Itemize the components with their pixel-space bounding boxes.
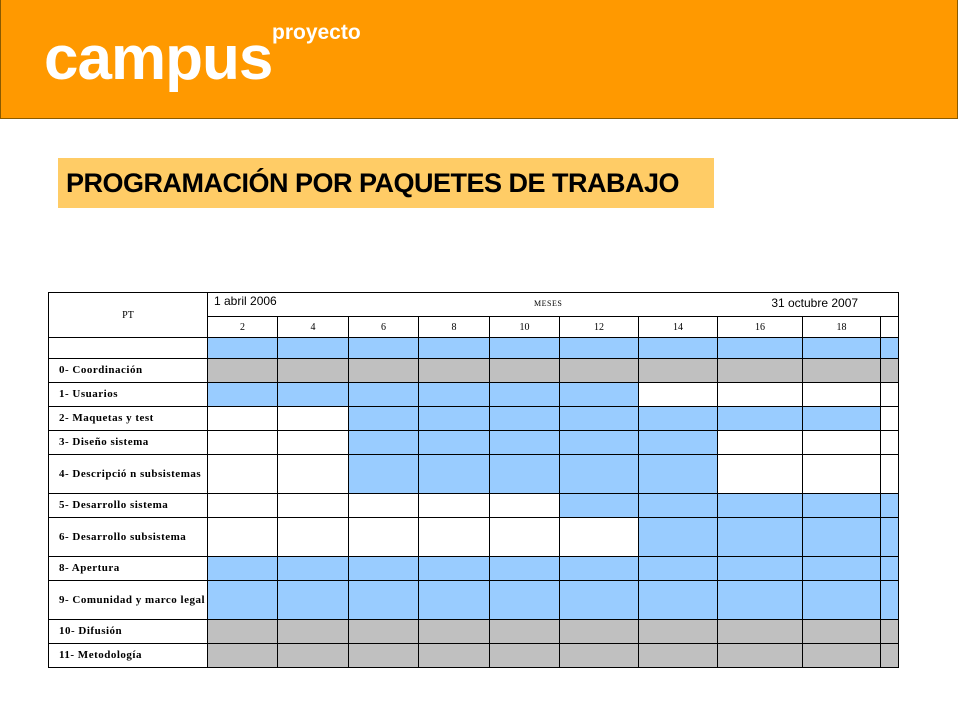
schedule-cell xyxy=(419,581,490,620)
schedule-cell xyxy=(419,644,490,668)
summary-cell xyxy=(278,338,349,359)
schedule-cell xyxy=(349,644,419,668)
month-label: 10 xyxy=(490,317,560,338)
schedule-cell xyxy=(490,407,560,431)
schedule-cell xyxy=(208,383,278,407)
schedule-cell xyxy=(881,494,899,518)
schedule-cell xyxy=(639,494,718,518)
schedule-cell xyxy=(803,518,881,557)
schedule-cell xyxy=(718,455,803,494)
schedule-cell xyxy=(419,557,490,581)
schedule-cell xyxy=(490,494,560,518)
schedule-cell xyxy=(490,383,560,407)
schedule-cell xyxy=(560,644,639,668)
schedule-cell xyxy=(419,359,490,383)
schedule-cell xyxy=(560,518,639,557)
schedule-cell xyxy=(419,407,490,431)
schedule-cell xyxy=(639,518,718,557)
schedule-cell xyxy=(639,557,718,581)
schedule-cell xyxy=(881,431,899,455)
schedule-cell xyxy=(639,581,718,620)
logo-superscript: proyecto xyxy=(272,21,361,44)
schedule-cell xyxy=(490,557,560,581)
schedule-cell xyxy=(718,644,803,668)
work-package-row xyxy=(49,518,899,557)
schedule-cell xyxy=(718,383,803,407)
month-label: 12 xyxy=(560,317,639,338)
summary-cell xyxy=(490,338,560,359)
summary-cell xyxy=(881,338,899,359)
schedule-cell xyxy=(881,407,899,431)
schedule-cell xyxy=(278,620,349,644)
schedule-cell xyxy=(803,383,881,407)
gantt-chart xyxy=(48,292,899,668)
schedule-cell xyxy=(881,620,899,644)
schedule-cell xyxy=(349,620,419,644)
schedule-cell xyxy=(881,644,899,668)
work-package-label: 4- Descripció n subsistemas xyxy=(49,455,208,494)
schedule-cell xyxy=(560,407,639,431)
schedule-cell xyxy=(490,644,560,668)
schedule-cell xyxy=(490,581,560,620)
month-label: 2 xyxy=(208,317,278,338)
summary-cell xyxy=(208,338,278,359)
schedule-cell xyxy=(278,359,349,383)
schedule-cell xyxy=(208,518,278,557)
schedule-cell xyxy=(881,581,899,620)
work-package-row xyxy=(49,620,899,644)
schedule-cell xyxy=(639,644,718,668)
schedule-cell xyxy=(881,383,899,407)
schedule-cell xyxy=(208,455,278,494)
schedule-cell xyxy=(639,431,718,455)
schedule-cell xyxy=(803,359,881,383)
schedule-cell xyxy=(490,455,560,494)
schedule-cell xyxy=(490,518,560,557)
schedule-cell xyxy=(278,494,349,518)
schedule-cell xyxy=(419,455,490,494)
month-label: 6 xyxy=(349,317,419,338)
schedule-cell xyxy=(278,431,349,455)
schedule-cell xyxy=(718,407,803,431)
schedule-cell xyxy=(560,557,639,581)
work-package-row xyxy=(49,557,899,581)
schedule-cell xyxy=(560,359,639,383)
schedule-cell xyxy=(208,359,278,383)
schedule-cell xyxy=(560,620,639,644)
work-package-label: 1- Usuarios xyxy=(49,383,208,407)
schedule-cell xyxy=(560,383,639,407)
schedule-cell xyxy=(718,494,803,518)
month-label: 4 xyxy=(278,317,349,338)
work-package-label: 5- Desarrollo sistema xyxy=(49,494,208,518)
summary-cell xyxy=(560,338,639,359)
work-package-row xyxy=(49,494,899,518)
schedule-cell xyxy=(349,359,419,383)
schedule-cell xyxy=(718,518,803,557)
schedule-cell xyxy=(349,518,419,557)
month-label: 18 xyxy=(803,317,881,338)
schedule-cell xyxy=(349,383,419,407)
work-package-row xyxy=(49,581,899,620)
work-package-label: 0- Coordinación xyxy=(49,359,208,383)
schedule-cell xyxy=(349,431,419,455)
schedule-cell xyxy=(278,581,349,620)
campus-logo: campus xyxy=(44,24,273,93)
work-package-label: 10- Difusión xyxy=(49,620,208,644)
schedule-cell xyxy=(718,620,803,644)
schedule-cell xyxy=(803,455,881,494)
schedule-cell xyxy=(419,383,490,407)
schedule-cell xyxy=(639,383,718,407)
schedule-cell xyxy=(718,359,803,383)
schedule-cell xyxy=(278,557,349,581)
schedule-cell xyxy=(419,494,490,518)
schedule-cell xyxy=(278,383,349,407)
work-package-label: 3- Diseño sistema xyxy=(49,431,208,455)
schedule-cell xyxy=(490,620,560,644)
schedule-cell xyxy=(490,431,560,455)
schedule-cell xyxy=(278,518,349,557)
summary-cell xyxy=(419,338,490,359)
schedule-cell xyxy=(718,581,803,620)
work-package-row xyxy=(49,644,899,668)
work-package-label: 11- Metodología xyxy=(49,644,208,668)
schedule-cell xyxy=(881,557,899,581)
schedule-cell xyxy=(490,359,560,383)
schedule-cell xyxy=(349,581,419,620)
schedule-cell xyxy=(718,557,803,581)
work-package-row xyxy=(49,431,899,455)
month-label: 16 xyxy=(718,317,803,338)
summary-cell xyxy=(349,338,419,359)
schedule-cell xyxy=(349,407,419,431)
summary-cell xyxy=(718,338,803,359)
summary-cell xyxy=(803,338,881,359)
schedule-cell xyxy=(803,620,881,644)
end-date: 31 octubre 2007 xyxy=(771,296,859,310)
schedule-cell xyxy=(803,431,881,455)
schedule-cell xyxy=(349,455,419,494)
schedule-cell xyxy=(881,455,899,494)
schedule-cell xyxy=(419,620,490,644)
work-package-row xyxy=(49,407,899,431)
schedule-cell xyxy=(278,455,349,494)
schedule-cell xyxy=(639,620,718,644)
summary-row xyxy=(49,338,899,359)
schedule-cell xyxy=(208,620,278,644)
schedule-cell xyxy=(560,431,639,455)
schedule-cell xyxy=(208,644,278,668)
schedule-cell xyxy=(560,494,639,518)
schedule-cell xyxy=(639,455,718,494)
schedule-cell xyxy=(803,581,881,620)
schedule-cell xyxy=(803,407,881,431)
schedule-cell xyxy=(803,494,881,518)
summary-label-cell xyxy=(49,338,208,359)
schedule-cell xyxy=(560,581,639,620)
work-package-row xyxy=(49,383,899,407)
schedule-cell xyxy=(349,494,419,518)
page-title: PROGRAMACIÓN POR PAQUETES DE TRABAJO xyxy=(66,168,680,198)
work-package-label: 9- Comunidad y marco legal xyxy=(49,581,208,620)
schedule-cell xyxy=(208,431,278,455)
work-package-label: 6- Desarrollo subsistema xyxy=(49,518,208,557)
work-package-label: 2- Maquetas y test xyxy=(49,407,208,431)
schedule-cell xyxy=(208,557,278,581)
title-box xyxy=(58,158,714,208)
schedule-cell xyxy=(881,518,899,557)
schedule-cell xyxy=(278,644,349,668)
schedule-cell xyxy=(419,431,490,455)
schedule-cell xyxy=(419,518,490,557)
month-label: 8 xyxy=(419,317,490,338)
schedule-cell xyxy=(208,407,278,431)
start-date: 1 abril 2006 xyxy=(214,294,277,308)
schedule-cell xyxy=(208,581,278,620)
schedule-cell xyxy=(639,359,718,383)
schedule-cell xyxy=(349,557,419,581)
schedule-cell xyxy=(803,644,881,668)
schedule-cell xyxy=(278,407,349,431)
meses-label: MESES xyxy=(534,299,563,308)
work-package-row xyxy=(49,359,899,383)
schedule-cell xyxy=(208,494,278,518)
month-label-extra xyxy=(881,317,899,338)
schedule-cell xyxy=(639,407,718,431)
work-package-row xyxy=(49,455,899,494)
schedule-cell xyxy=(718,431,803,455)
summary-cell xyxy=(639,338,718,359)
date-header xyxy=(208,293,899,317)
schedule-cell xyxy=(881,359,899,383)
month-label: 14 xyxy=(639,317,718,338)
schedule-cell xyxy=(803,557,881,581)
schedule-cell xyxy=(560,455,639,494)
pt-header: PT xyxy=(49,293,208,338)
work-package-label: 8- Apertura xyxy=(49,557,208,581)
